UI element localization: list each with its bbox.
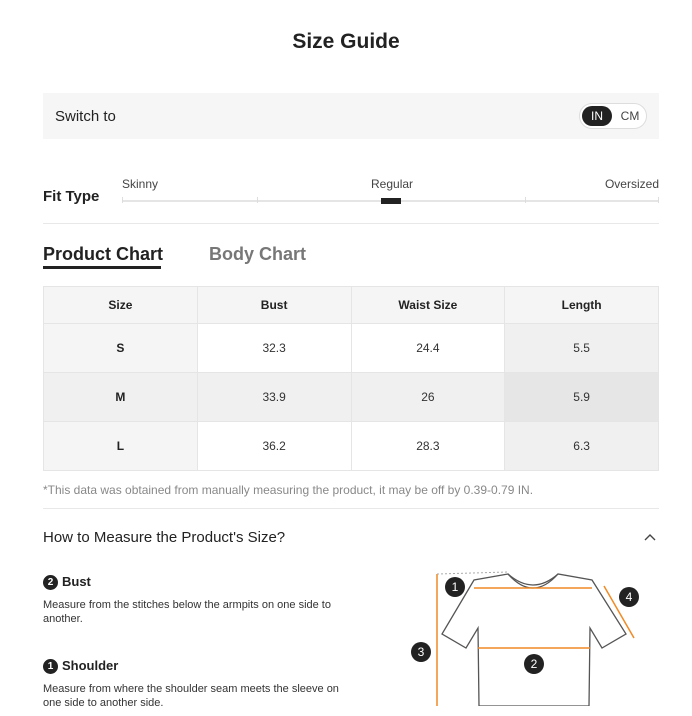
fit-scale-tick bbox=[525, 197, 526, 203]
unit-option-cm[interactable]: CM bbox=[620, 109, 640, 123]
step-title-text: Shoulder bbox=[62, 658, 119, 673]
cell-bust: 32.3 bbox=[197, 324, 351, 373]
page-title: Size Guide bbox=[292, 30, 400, 53]
measurement-note: *This data was obtained from manually measuring the product, it may be off by 0.39-0.79 IN. bbox=[43, 483, 534, 497]
unit-toggle[interactable] bbox=[579, 103, 647, 129]
marker-3-label: 3 bbox=[417, 645, 425, 659]
tab-product-chart[interactable]: Product Chart bbox=[43, 244, 164, 264]
header-length: Length bbox=[505, 287, 659, 324]
marker-1-label: 1 bbox=[451, 580, 459, 594]
marker-4 bbox=[619, 587, 639, 607]
cell-bust: 36.2 bbox=[197, 422, 351, 471]
step-title-shoulder bbox=[43, 658, 118, 674]
cell-bust: 33.9 bbox=[197, 373, 351, 422]
unit-option-in[interactable]: IN bbox=[582, 106, 612, 126]
how-to-measure-title[interactable]: How to Measure the Product's Size? bbox=[43, 529, 286, 546]
size-table bbox=[43, 286, 659, 471]
marker-2-label: 2 bbox=[530, 657, 538, 671]
fit-scale-tick bbox=[257, 197, 258, 203]
step-number-badge: 1 bbox=[43, 659, 58, 674]
table-row bbox=[44, 324, 659, 373]
fit-scale-tick bbox=[122, 197, 123, 203]
cell-waist: 26 bbox=[351, 373, 505, 422]
unit-switch-bar bbox=[43, 93, 659, 139]
fit-option-oversized: Oversized bbox=[604, 177, 659, 191]
fit-type-label: Fit Type bbox=[43, 188, 100, 205]
cell-waist: 28.3 bbox=[351, 422, 505, 471]
fit-scale-marker bbox=[381, 198, 401, 204]
divider bbox=[43, 508, 659, 509]
header-waist-size: Waist Size bbox=[351, 287, 505, 324]
cell-size: L bbox=[44, 422, 198, 471]
cell-size: M bbox=[44, 373, 198, 422]
tab-body-chart[interactable]: Body Chart bbox=[209, 244, 307, 264]
table-row bbox=[44, 422, 659, 471]
header-size: Size bbox=[44, 287, 198, 324]
tshirt-measure-diagram bbox=[404, 566, 644, 706]
fit-scale-tick bbox=[658, 197, 659, 203]
fit-option-regular: Regular bbox=[371, 177, 414, 191]
marker-4-label: 4 bbox=[625, 590, 633, 604]
step-title-text: Bust bbox=[62, 574, 91, 589]
fit-option-skinny: Skinny bbox=[122, 177, 159, 191]
cell-length: 6.3 bbox=[505, 422, 659, 471]
marker-3 bbox=[411, 642, 431, 662]
step-title-bust bbox=[43, 574, 91, 590]
chevron-up-icon[interactable] bbox=[643, 530, 657, 544]
unit-switch-label: Switch to bbox=[55, 108, 116, 125]
step-desc-bust: Measure from the stitches below the armpits on one side to another. bbox=[43, 599, 331, 625]
cell-length: 5.5 bbox=[505, 324, 659, 373]
marker-1 bbox=[445, 577, 465, 597]
guide-line bbox=[437, 572, 508, 574]
tshirt-outline-icon bbox=[442, 574, 626, 706]
cell-waist: 24.4 bbox=[351, 324, 505, 373]
header-bust: Bust bbox=[197, 287, 351, 324]
cell-size: S bbox=[44, 324, 198, 373]
marker-2 bbox=[524, 654, 544, 674]
cell-length: 5.9 bbox=[505, 373, 659, 422]
active-tab-underline bbox=[43, 266, 161, 269]
table-row bbox=[44, 373, 659, 422]
step-number-badge: 2 bbox=[43, 575, 58, 590]
step-desc-shoulder: Measure from where the shoulder seam meets the sleeve on one side to another side. bbox=[43, 683, 339, 709]
table-header-row bbox=[44, 287, 659, 324]
divider bbox=[43, 223, 659, 224]
